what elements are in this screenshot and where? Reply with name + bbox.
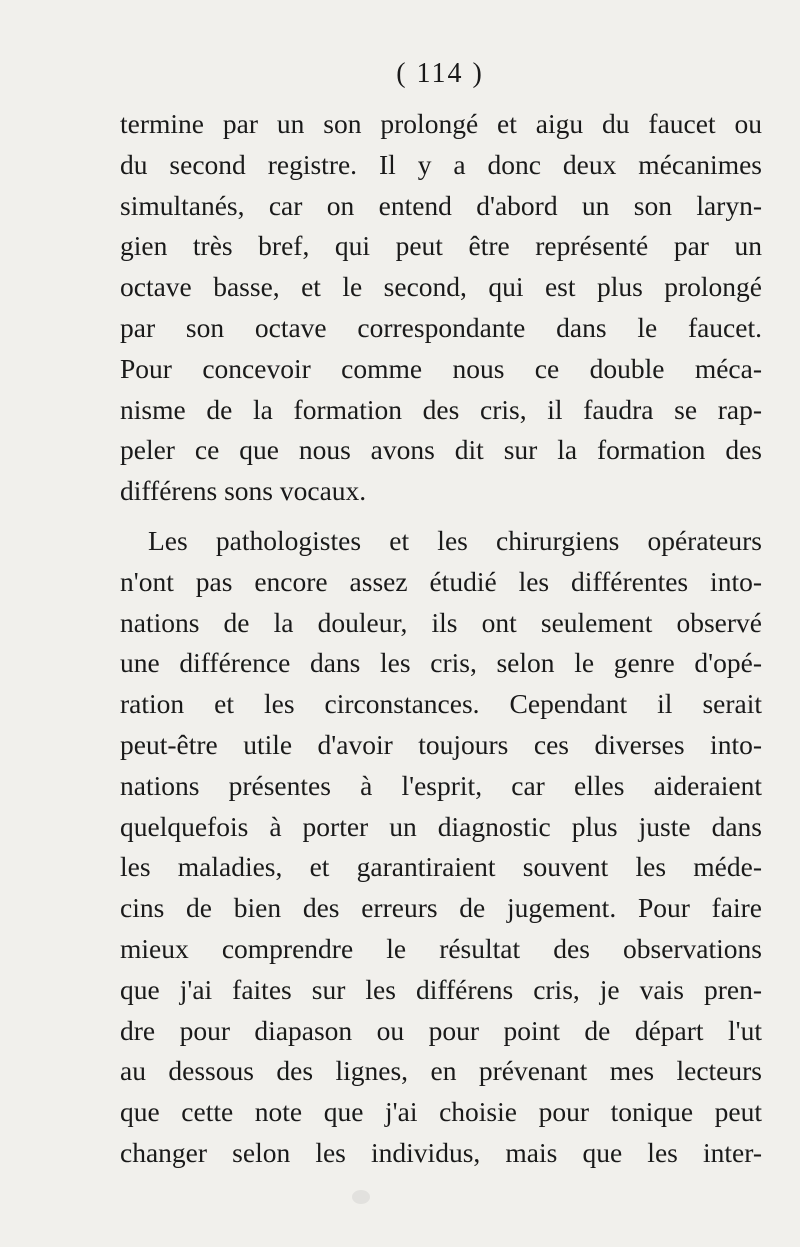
text-line: n'ont pas encore assez étudié les différentes into- (120, 565, 762, 597)
text-line: que cette note que j'ai choisie pour tonique peut (120, 1096, 762, 1128)
text-line: les maladies, et garantiraient souvent les méde- (120, 851, 762, 883)
body-text (120, 104, 762, 1174)
text-line: gien très bref, qui peut être représenté par un (120, 230, 762, 262)
text-line: octave basse, et le second, qui est plus prolongé (120, 271, 762, 303)
text-line: peut-être utile d'avoir toujours ces diverses into- (120, 728, 762, 760)
text-line: une différence dans les cris, selon le genre d'opé- (120, 647, 762, 679)
text-line: nations de la douleur, ils ont seulement observé (120, 606, 762, 638)
text-line: Pour concevoir comme nous ce double méca- (120, 352, 762, 384)
text-line: du second registre. Il y a donc deux mécanimes (120, 148, 762, 180)
text-line: ration et les circonstances. Cependant il serait (120, 688, 762, 720)
text-line: simultanés, car on entend d'abord un son laryn- (120, 189, 762, 221)
paragraph-gap (120, 512, 762, 521)
page-number: ( 114 ) (396, 58, 484, 89)
paragraph (120, 104, 762, 512)
text-line: Les pathologistes et les chirurgiens opérateurs (148, 524, 762, 556)
text-line: par son octave correspondante dans le faucet. (120, 311, 762, 343)
text-line: quelquefois à porter un diagnostic plus juste dans (120, 810, 762, 842)
text-line: changer selon les individus, mais que les inter- (120, 1136, 762, 1168)
text-line: au dessous des lignes, en prévenant mes lecteurs (120, 1055, 762, 1087)
text-line: nations présentes à l'esprit, car elles aideraient (120, 769, 762, 801)
text-line: dre pour diapason ou pour point de départ l'ut (120, 1014, 762, 1046)
ink-spot (352, 1190, 370, 1204)
text-line: différens sons vocaux. (120, 475, 367, 507)
text-line: peler ce que nous avons dit sur la formation des (120, 434, 762, 466)
text-line: que j'ai faites sur les différens cris, je vais pren- (120, 973, 762, 1005)
text-line: cins de bien des erreurs de jugement. Pour faire (120, 892, 762, 924)
text-line: termine par un son prolongé et aigu du faucet ou (120, 108, 762, 139)
text-line: mieux comprendre le résultat des observations (120, 932, 762, 964)
paragraph (120, 521, 762, 1174)
text-line: nisme de la formation des cris, il faudra se rap- (120, 393, 762, 425)
